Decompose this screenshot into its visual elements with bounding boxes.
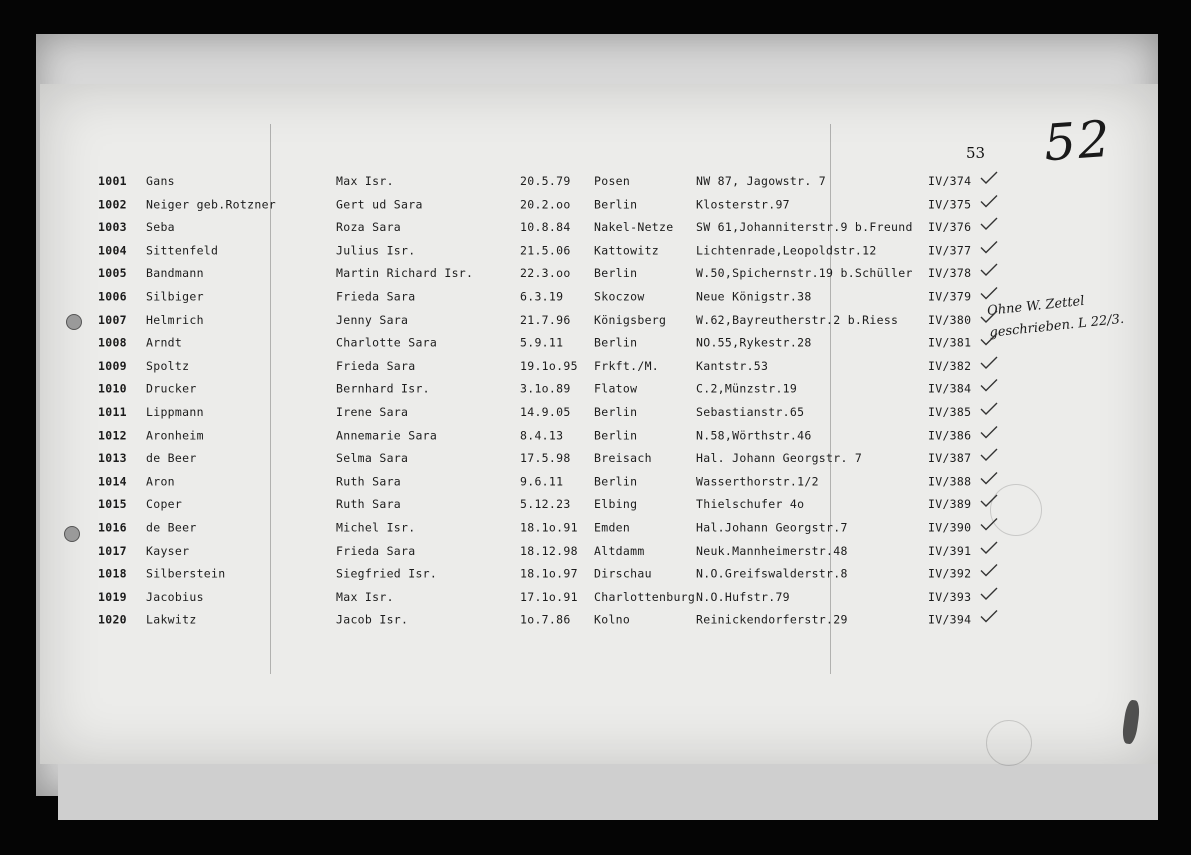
surname: Lippmann bbox=[146, 405, 204, 419]
file-reference: IV/380 bbox=[928, 312, 972, 327]
birth-date: 18.12.98 bbox=[520, 543, 578, 558]
given-name: Selma Sara bbox=[336, 451, 409, 466]
entry-number: 1013 bbox=[98, 451, 127, 466]
address: SW 61,Johanniterstr.9 b.Freund bbox=[696, 220, 913, 235]
address: Lichtenrade,Leopoldstr.12 bbox=[696, 243, 877, 258]
checkmark-icon bbox=[980, 217, 998, 231]
surname: Silberstein bbox=[146, 566, 226, 581]
address: N.58,Wörthstr.46 bbox=[696, 428, 812, 443]
address: Kantstr.53 bbox=[696, 358, 769, 373]
birth-date: 22.3.oo bbox=[520, 266, 571, 281]
annotation-line: geschrieben. L 22/3. bbox=[988, 311, 1125, 341]
birth-date: 19.1o.95 bbox=[520, 358, 578, 373]
entry-number: 1008 bbox=[98, 335, 127, 350]
address: W.50,Spichernstr.19 b.Schüller bbox=[696, 266, 913, 281]
birth-place: Kattowitz bbox=[594, 243, 660, 258]
birth-date: 21.7.96 bbox=[520, 312, 571, 327]
address: Reinickendorferstr.29 bbox=[696, 612, 848, 627]
file-reference: IV/379 bbox=[928, 289, 972, 304]
checkmark-icon bbox=[980, 287, 998, 301]
file-reference: IV/376 bbox=[928, 220, 972, 235]
checkmark-icon bbox=[980, 564, 998, 578]
birth-date: 18.1o.91 bbox=[520, 520, 578, 535]
birth-place: Frkft./M. bbox=[594, 358, 660, 373]
surname: Bandmann bbox=[146, 266, 204, 281]
entry-number: 1009 bbox=[98, 358, 127, 373]
given-name: Siegfried Isr. bbox=[336, 566, 438, 581]
birth-place: Nakel-Netze bbox=[594, 220, 674, 235]
birth-date: 1o.7.86 bbox=[520, 612, 571, 627]
surname: de Beer bbox=[146, 451, 197, 466]
entry-number: 1020 bbox=[98, 612, 127, 627]
file-reference: IV/377 bbox=[928, 243, 972, 258]
table-row bbox=[0, 405, 1191, 427]
file-reference: IV/392 bbox=[928, 566, 972, 581]
address: N.O.Greifswalderstr.8 bbox=[696, 566, 848, 581]
birth-place: Berlin bbox=[594, 197, 638, 212]
birth-date: 3.1o.89 bbox=[520, 381, 571, 396]
entry-number: 1016 bbox=[98, 520, 127, 535]
given-name: Jacob Isr. bbox=[336, 612, 409, 627]
given-name: Ruth Sara bbox=[336, 474, 402, 489]
entry-number: 1006 bbox=[98, 289, 127, 304]
birth-place: Berlin bbox=[594, 428, 638, 443]
table-row bbox=[0, 567, 1191, 589]
table-row bbox=[0, 266, 1191, 288]
address: Neue Königstr.38 bbox=[696, 289, 812, 304]
table-row bbox=[0, 336, 1191, 358]
file-reference: IV/384 bbox=[928, 381, 972, 396]
surname: Aronheim bbox=[146, 428, 204, 443]
file-reference: IV/381 bbox=[928, 335, 972, 350]
table-row bbox=[0, 290, 1191, 312]
given-name: Frieda Sara bbox=[336, 358, 416, 373]
handwritten-page-number: 52 bbox=[1042, 109, 1114, 173]
birth-date: 9.6.11 bbox=[520, 474, 564, 489]
table-row bbox=[0, 497, 1191, 519]
given-name: Gert ud Sara bbox=[336, 197, 423, 212]
surname: Gans bbox=[146, 174, 175, 188]
birth-date: 17.5.98 bbox=[520, 451, 571, 466]
table-row bbox=[0, 521, 1191, 543]
surname: Silbiger bbox=[146, 289, 204, 304]
address: Klosterstr.97 bbox=[696, 197, 790, 212]
address: Hal.Johann Georgstr.7 bbox=[696, 520, 848, 535]
table-row bbox=[0, 197, 1191, 219]
table-row bbox=[0, 474, 1191, 496]
table-row bbox=[0, 613, 1191, 635]
address: W.62,Bayreutherstr.2 b.Riess bbox=[696, 312, 899, 327]
birth-place: Skoczow bbox=[594, 289, 645, 304]
entry-number: 1015 bbox=[98, 497, 127, 512]
given-name: Max Isr. bbox=[336, 589, 394, 604]
entry-number: 1011 bbox=[98, 405, 127, 419]
address: Neuk.Mannheimerstr.48 bbox=[696, 543, 848, 558]
file-reference: IV/389 bbox=[928, 497, 972, 512]
checkmark-icon bbox=[980, 240, 998, 254]
birth-place: Berlin bbox=[594, 266, 638, 281]
birth-date: 6.3.19 bbox=[520, 289, 564, 304]
address: Wasserthorstr.1/2 bbox=[696, 474, 819, 489]
birth-place: Charlottenburg bbox=[594, 589, 696, 604]
given-name: Michel Isr. bbox=[336, 520, 416, 535]
surname: Seba bbox=[146, 220, 175, 235]
surname: de Beer bbox=[146, 520, 197, 535]
checkmark-icon bbox=[980, 379, 998, 393]
page-number: 53 bbox=[966, 144, 986, 162]
surname: Spoltz bbox=[146, 358, 190, 373]
birth-place: Flatow bbox=[594, 381, 638, 396]
given-name: Jenny Sara bbox=[336, 312, 409, 327]
given-name: Martin Richard Isr. bbox=[336, 266, 474, 281]
address: C.2,Münzstr.19 bbox=[696, 381, 798, 396]
checkmark-icon bbox=[980, 333, 998, 347]
file-reference: IV/386 bbox=[928, 428, 972, 443]
file-reference: IV/391 bbox=[928, 543, 972, 558]
file-reference: IV/382 bbox=[928, 358, 972, 373]
file-reference: IV/375 bbox=[928, 197, 972, 212]
address: NW 87, Jagowstr. 7 bbox=[696, 174, 827, 188]
birth-place: Dirschau bbox=[594, 566, 652, 581]
birth-place: Elbing bbox=[594, 497, 638, 512]
entry-number: 1014 bbox=[98, 474, 127, 489]
surname: Arndt bbox=[146, 335, 183, 350]
file-reference: IV/390 bbox=[928, 520, 972, 535]
checkmark-icon bbox=[980, 541, 998, 555]
birth-date: 21.5.06 bbox=[520, 243, 571, 258]
file-reference: IV/374 bbox=[928, 174, 972, 188]
table-row bbox=[0, 243, 1191, 265]
checkmark-icon bbox=[980, 194, 998, 208]
file-reference: IV/387 bbox=[928, 451, 972, 466]
entry-number: 1019 bbox=[98, 589, 127, 604]
table-row bbox=[0, 313, 1191, 335]
entry-number: 1018 bbox=[98, 566, 127, 581]
entry-number: 1002 bbox=[98, 197, 127, 212]
entry-number: 1003 bbox=[98, 220, 127, 235]
address: Sebastianstr.65 bbox=[696, 405, 805, 419]
file-reference: IV/378 bbox=[928, 266, 972, 281]
surname: Sittenfeld bbox=[146, 243, 219, 258]
given-name: Annemarie Sara bbox=[336, 428, 438, 443]
birth-place: Berlin bbox=[594, 405, 638, 419]
table-row bbox=[0, 220, 1191, 242]
annotation-line: Ohne W. Zettel bbox=[986, 293, 1086, 319]
birth-date: 5.12.23 bbox=[520, 497, 571, 512]
surname: Helmrich bbox=[146, 312, 204, 327]
birth-place: Emden bbox=[594, 520, 631, 535]
table-row bbox=[0, 428, 1191, 450]
checkmark-icon bbox=[980, 310, 998, 324]
checkmark-icon bbox=[980, 356, 998, 370]
birth-date: 18.1o.97 bbox=[520, 566, 578, 581]
entry-number: 1004 bbox=[98, 243, 127, 258]
checkmark-icon bbox=[980, 518, 998, 532]
checkmark-icon bbox=[980, 587, 998, 601]
birth-place: Posen bbox=[594, 174, 631, 188]
surname: Coper bbox=[146, 497, 183, 512]
given-name: Bernhard Isr. bbox=[336, 381, 430, 396]
birth-place: Kolno bbox=[594, 612, 631, 627]
address: NO.55,Rykestr.28 bbox=[696, 335, 812, 350]
checkmark-icon bbox=[980, 263, 998, 277]
table-row bbox=[0, 174, 1191, 196]
birth-place: Breisach bbox=[594, 451, 652, 466]
birth-date: 20.5.79 bbox=[520, 174, 571, 188]
given-name: Frieda Sara bbox=[336, 289, 416, 304]
checkmark-icon bbox=[980, 402, 998, 416]
entry-number: 1012 bbox=[98, 428, 127, 443]
file-reference: IV/394 bbox=[928, 612, 972, 627]
checkmark-icon bbox=[980, 425, 998, 439]
table-row bbox=[0, 382, 1191, 404]
entry-number: 1007 bbox=[98, 312, 127, 327]
birth-place: Berlin bbox=[594, 474, 638, 489]
birth-date: 20.2.oo bbox=[520, 197, 571, 212]
table-row bbox=[0, 359, 1191, 381]
birth-date: 10.8.84 bbox=[520, 220, 571, 235]
given-name: Max Isr. bbox=[336, 174, 394, 188]
address: Thielschufer 4o bbox=[696, 497, 805, 512]
entry-number: 1010 bbox=[98, 381, 127, 396]
birth-date: 17.1o.91 bbox=[520, 589, 578, 604]
checkmark-icon bbox=[980, 610, 998, 624]
birth-place: Königsberg bbox=[594, 312, 667, 327]
entry-number: 1001 bbox=[98, 174, 127, 188]
given-name: Julius Isr. bbox=[336, 243, 416, 258]
given-name: Charlotte Sara bbox=[336, 335, 438, 350]
given-name: Roza Sara bbox=[336, 220, 402, 235]
address: Hal. Johann Georgstr. 7 bbox=[696, 451, 863, 466]
table-row bbox=[0, 451, 1191, 473]
file-reference: IV/393 bbox=[928, 589, 972, 604]
table-row bbox=[0, 544, 1191, 566]
checkmark-icon bbox=[980, 171, 998, 185]
table-row bbox=[0, 590, 1191, 612]
given-name: Frieda Sara bbox=[336, 543, 416, 558]
birth-date: 5.9.11 bbox=[520, 335, 564, 350]
entry-number: 1005 bbox=[98, 266, 127, 281]
given-name: Irene Sara bbox=[336, 405, 409, 419]
surname: Lakwitz bbox=[146, 612, 197, 627]
entry-number: 1017 bbox=[98, 543, 127, 558]
surname: Neiger geb.Rotzner bbox=[146, 197, 277, 212]
given-name: Ruth Sara bbox=[336, 497, 402, 512]
file-reference: IV/388 bbox=[928, 474, 972, 489]
birth-place: Altdamm bbox=[594, 543, 645, 558]
file-reference: IV/385 bbox=[928, 405, 972, 419]
birth-date: 8.4.13 bbox=[520, 428, 564, 443]
surname: Kayser bbox=[146, 543, 190, 558]
birth-date: 14.9.05 bbox=[520, 405, 571, 419]
checkmark-icon bbox=[980, 494, 998, 508]
birth-place: Berlin bbox=[594, 335, 638, 350]
surname: Jacobius bbox=[146, 589, 204, 604]
address: N.O.Hufstr.79 bbox=[696, 589, 790, 604]
surname: Drucker bbox=[146, 381, 197, 396]
checkmark-icon bbox=[980, 471, 998, 485]
checkmark-icon bbox=[980, 448, 998, 462]
surname: Aron bbox=[146, 474, 175, 489]
